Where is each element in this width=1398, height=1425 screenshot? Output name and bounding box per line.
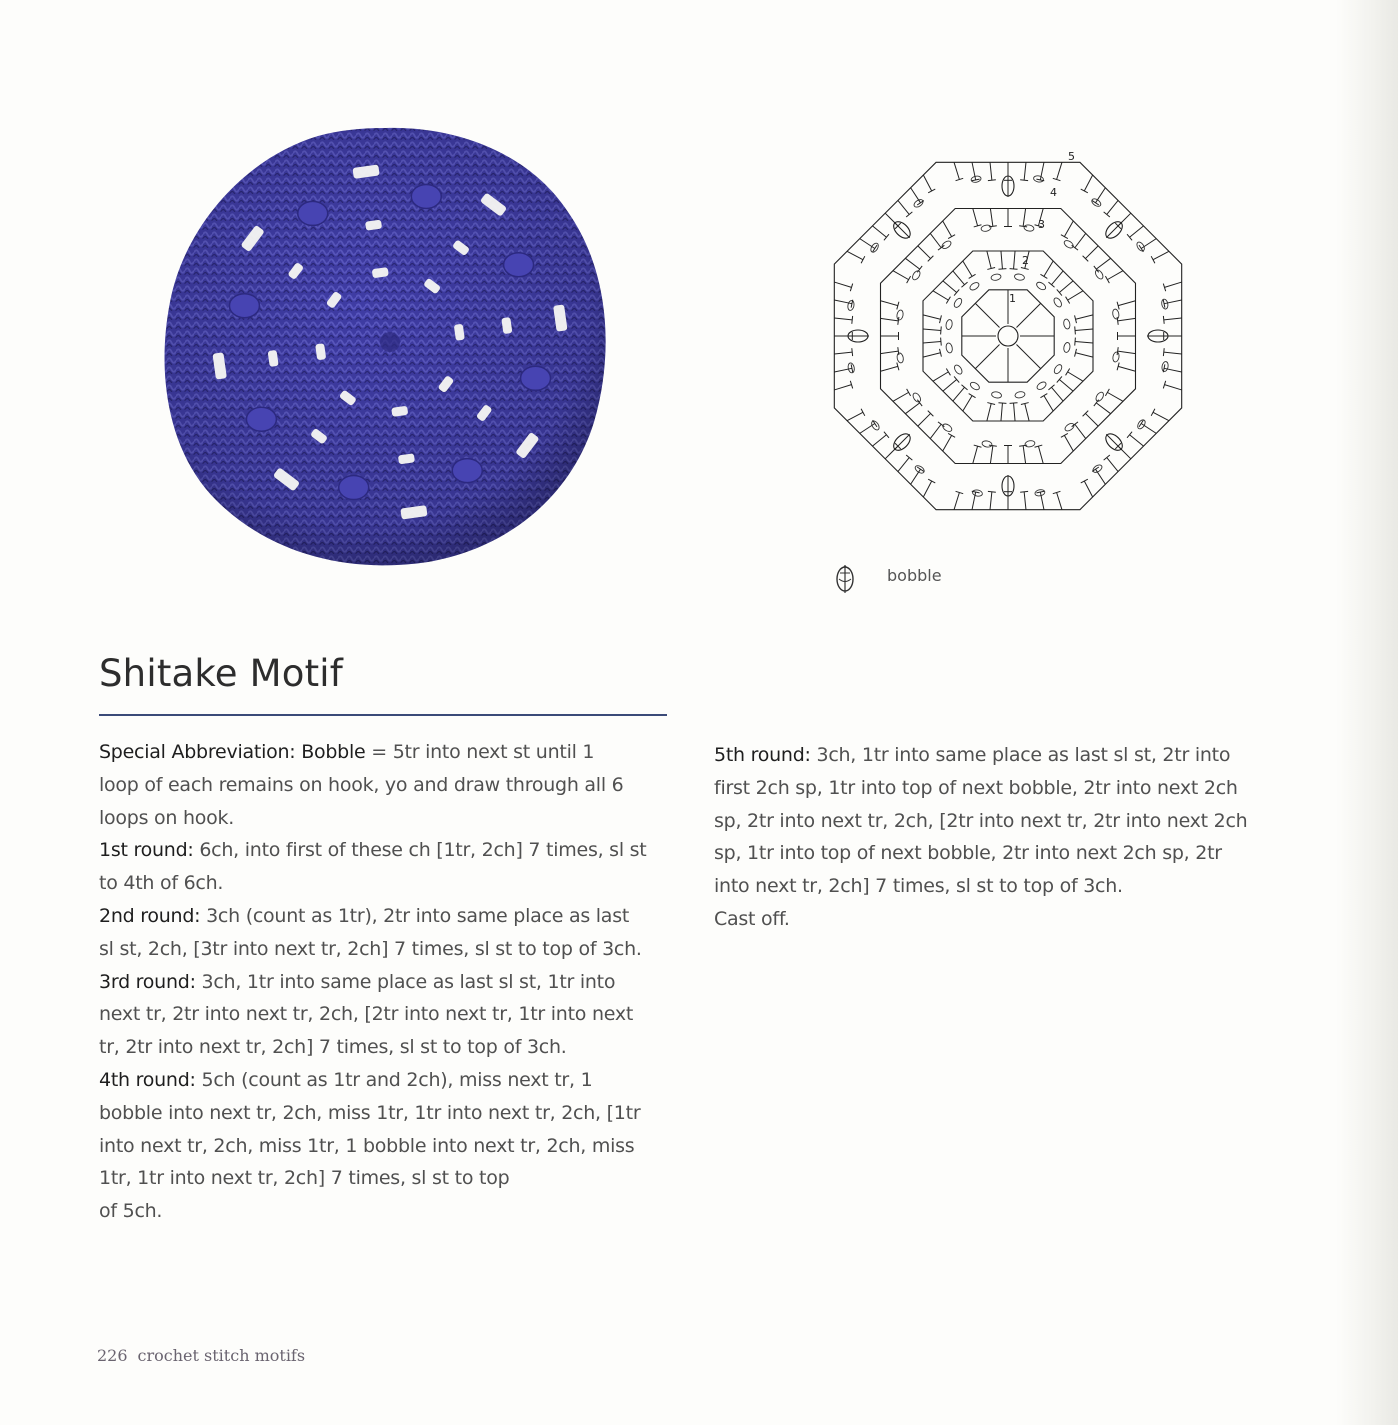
chain-stitch — [1161, 361, 1169, 372]
chain-stitch — [981, 224, 992, 232]
page-number: 226 — [97, 1346, 128, 1365]
treble-stitch — [1001, 251, 1002, 269]
chain-stitch — [945, 342, 953, 353]
bobble-stitch — [339, 476, 369, 500]
chain-stitch — [1034, 489, 1045, 497]
treble-stitch-top — [1104, 455, 1110, 460]
treble-stitch — [943, 221, 952, 237]
treble-stitch — [1014, 251, 1015, 269]
treble-stitch — [954, 162, 959, 179]
treble-stitch-top — [907, 389, 911, 396]
treble-stitch-top — [948, 433, 955, 437]
treble-stitch-top — [1094, 266, 1099, 272]
treble-stitch-top — [1081, 189, 1088, 193]
treble-stitch — [1064, 221, 1073, 237]
instruction-line: loops on hook. — [99, 806, 235, 829]
round-label: 2nd round: — [99, 904, 201, 927]
treble-stitch — [943, 379, 957, 391]
treble-stitch — [905, 258, 919, 269]
instruction-line: Special Abbreviation: Bobble = 5tr into next st until 1 — [99, 741, 595, 763]
chain-stitch — [971, 175, 982, 183]
treble-stitch — [975, 344, 999, 368]
treble-stitch — [943, 435, 952, 451]
treble-stitch — [905, 403, 919, 414]
treble-stitch — [1153, 412, 1169, 420]
instruction-line: into next tr, 2ch, miss 1tr, 1 bobble into next tr, 2ch, miss — [99, 1134, 635, 1157]
section-title: crochet stitch motifs — [137, 1346, 306, 1365]
treble-stitch — [1057, 492, 1062, 509]
instruction-line: sp, 2tr into next tr, 2ch, [2tr into next tr, 2tr into next 2ch — [714, 809, 1248, 832]
treble-stitch-top — [1072, 422, 1078, 427]
treble-stitch — [987, 404, 991, 421]
chain-stitch — [969, 381, 981, 392]
bobble-stitch — [504, 253, 534, 277]
page-footer — [97, 1346, 305, 1365]
treble-stitch — [1024, 492, 1026, 510]
chain-stitch — [945, 319, 953, 330]
treble-stitch — [1023, 209, 1025, 227]
treble-stitch — [834, 352, 852, 354]
chain-stitch — [1052, 297, 1063, 309]
treble-stitch — [1076, 315, 1093, 319]
chain-stitch — [972, 489, 983, 497]
special-abbreviation-label: Special Abbreviation: Bobble — [99, 741, 366, 763]
treble-stitch — [1016, 303, 1040, 327]
chain-stitch — [896, 310, 904, 321]
chart-stitches — [834, 162, 1181, 509]
instruction-line: into next tr, 2ch] 7 times, sl st to top of 3ch. — [714, 875, 1123, 898]
instruction-line: 4th round: 5ch (count as 1tr and 2ch), miss next tr, 1 — [99, 1068, 593, 1091]
treble-stitch — [881, 301, 898, 306]
treble-stitch — [918, 246, 931, 259]
treble-stitch-top — [861, 409, 865, 416]
treble-stitch — [1084, 175, 1092, 191]
instruction-line: 1tr, 1tr into next tr, 2ch] 7 times, sl st to top — [99, 1167, 510, 1190]
treble-stitch — [963, 396, 972, 411]
chain-stitch — [847, 362, 855, 373]
bobble-symbol — [847, 330, 869, 342]
chain-stitch — [1036, 380, 1048, 391]
instruction-line: of 5ch. — [99, 1200, 163, 1223]
chain-stitch — [1094, 391, 1105, 403]
instructions-right-column — [714, 739, 1298, 936]
treble-stitch — [918, 413, 931, 426]
treble-stitch — [1130, 226, 1144, 237]
treble-stitch-top — [998, 269, 1006, 270]
chain-stitch — [869, 242, 880, 254]
treble-stitch — [1014, 403, 1015, 421]
treble-stitch-top — [861, 256, 865, 263]
treble-stitch-top — [1010, 403, 1018, 404]
round-number: 4 — [1050, 186, 1057, 199]
treble-stitch — [1075, 342, 1093, 343]
chain-stitch — [1033, 175, 1044, 183]
treble-stitch — [898, 458, 909, 472]
treble-stitch — [1016, 344, 1040, 368]
treble-stitch — [923, 175, 931, 191]
treble-stitch — [1130, 435, 1144, 446]
treble-stitch — [881, 366, 898, 371]
treble-stitch-top — [1061, 433, 1068, 437]
treble-stitch-top — [989, 445, 997, 446]
center-ring — [998, 326, 1018, 346]
treble-stitch — [1044, 261, 1053, 276]
round-number: 3 — [1038, 218, 1045, 231]
treble-stitch — [1025, 404, 1029, 421]
treble-stitch — [990, 446, 992, 464]
round-label: 5th round: — [714, 744, 811, 766]
chain-stitch — [1136, 418, 1147, 430]
treble-stitch — [930, 424, 941, 438]
treble-stitch — [943, 281, 957, 293]
treble-stitch-top — [852, 348, 853, 356]
treble-stitch-top — [1010, 269, 1018, 270]
treble-stitch — [1118, 318, 1136, 320]
treble-stitch — [898, 200, 909, 214]
treble-stitch — [1059, 379, 1073, 391]
treble-stitch — [1076, 353, 1093, 357]
treble-stitch-top — [917, 400, 922, 406]
chain-stitch — [1063, 239, 1075, 250]
treble-stitch — [847, 251, 863, 259]
chain-stitch — [1024, 440, 1035, 448]
treble-stitch-top — [1040, 274, 1047, 278]
chain-stitch — [982, 440, 993, 448]
treble-stitch-top — [1163, 316, 1164, 324]
treble-stitch — [1164, 385, 1181, 390]
round-number: 1 — [1009, 292, 1016, 305]
chain-stitch — [969, 281, 981, 292]
bobble-symbol-icon — [833, 564, 857, 594]
treble-stitch — [1057, 162, 1062, 179]
bobble-stitch — [246, 407, 276, 431]
treble-stitch-top — [948, 235, 955, 239]
bobble-stitch — [229, 294, 259, 318]
treble-stitch-top — [1075, 338, 1076, 346]
chain-stitch — [1024, 224, 1035, 232]
treble-stitch-top — [884, 234, 889, 240]
treble-stitch — [933, 372, 948, 381]
instruction-line: first 2ch sp, 1tr into top of next bobble, 2tr into next 2ch — [714, 776, 1238, 799]
treble-stitch-top — [1019, 226, 1027, 227]
treble-stitch — [990, 209, 992, 227]
instruction-line: sl st, 2ch, [3tr into next tr, 2ch] 7 times, sl st to top of 3ch. — [99, 937, 642, 960]
treble-stitch — [990, 162, 992, 180]
instruction-line: tr, 2tr into next tr, 2ch] 7 times, sl st to top of 3ch. — [99, 1036, 567, 1059]
treble-stitch — [1095, 469, 1105, 484]
legend-label: bobble — [887, 566, 942, 585]
treble-stitch — [1096, 403, 1110, 414]
treble-stitch-top — [946, 368, 950, 375]
treble-stitch — [963, 261, 972, 276]
chain-stitch — [953, 297, 964, 309]
motif-photo — [158, 122, 618, 570]
treble-stitch — [1075, 329, 1093, 330]
treble-stitch-top — [1151, 256, 1155, 263]
treble-stitch — [834, 282, 851, 287]
round-outline — [923, 251, 1093, 421]
treble-stitch — [860, 239, 875, 249]
treble-stitch — [834, 385, 851, 390]
treble-stitch — [834, 318, 852, 320]
treble-stitch-top — [1117, 347, 1118, 355]
page-edge-shadow — [1336, 0, 1398, 1425]
treble-stitch — [1084, 481, 1092, 497]
treble-stitch — [1023, 446, 1025, 464]
treble-stitch — [1068, 372, 1083, 381]
treble-stitch-top — [1105, 276, 1109, 283]
treble-stitch-top — [988, 491, 996, 492]
treble-stitch — [1141, 239, 1156, 249]
treble-stitch — [1001, 403, 1002, 421]
chain-stitch — [914, 464, 926, 475]
treble-stitch-top — [1127, 432, 1132, 438]
treble-stitch-top — [907, 276, 911, 283]
treble-stitch-top — [941, 326, 942, 334]
chain-stitch — [991, 391, 1002, 399]
chain-stitch — [1112, 352, 1120, 363]
bobble-stitch — [452, 459, 482, 483]
instruction-line: sp, 1tr into top of next bobble, 2tr into next 2ch sp, 2tr — [714, 842, 1222, 865]
treble-stitch — [1107, 392, 1123, 401]
chain-stitch — [1161, 299, 1169, 310]
chain-stitch — [941, 240, 953, 251]
treble-stitch — [1118, 351, 1136, 353]
treble-stitch — [933, 291, 948, 300]
treble-stitch-top — [969, 274, 976, 278]
treble-stitch — [954, 492, 959, 509]
treble-stitch — [860, 423, 875, 433]
chain-stitch — [896, 352, 904, 363]
treble-stitch-top — [898, 317, 899, 325]
instructions-left-column — [99, 736, 684, 1228]
instruction-line: to 4th of 6ch. — [99, 872, 224, 895]
round-label: 3rd round: — [99, 970, 196, 993]
treble-stitch — [911, 469, 921, 484]
treble-stitch — [953, 271, 965, 285]
treble-stitch — [1141, 423, 1156, 433]
instruction-line: next tr, 2tr into next tr, 2ch, [2tr into next tr, 1tr into next — [99, 1003, 634, 1026]
treble-stitch — [893, 392, 909, 401]
treble-stitch — [1096, 258, 1110, 269]
treble-stitch-top — [938, 245, 944, 250]
chain-stitch — [1063, 319, 1071, 330]
cast-off-line: Cast off. — [714, 907, 790, 930]
treble-stitch-top — [1020, 180, 1028, 181]
treble-stitch-top — [1061, 235, 1068, 239]
treble-stitch-top — [1127, 234, 1132, 240]
chain-stitch — [1014, 273, 1025, 281]
treble-stitch-top — [906, 212, 912, 217]
title-underline — [99, 714, 667, 716]
treble-stitch — [1044, 396, 1053, 411]
treble-stitch — [990, 492, 992, 510]
chain-stitch — [912, 392, 923, 404]
treble-stitch-top — [1040, 394, 1047, 398]
treble-stitch — [973, 446, 978, 463]
chain-stitch — [941, 422, 953, 433]
instruction-line: 5th round: 3ch, 1tr into same place as last sl st, 2tr into — [714, 744, 1231, 766]
chain-stitch — [911, 269, 922, 281]
treble-stitch — [1095, 188, 1105, 203]
treble-stitch — [1164, 352, 1182, 354]
chain-stitch — [1112, 309, 1120, 320]
chain-stitch — [991, 273, 1002, 281]
treble-stitch — [847, 412, 863, 420]
treble-stitch-top — [1020, 491, 1028, 492]
treble-stitch-top — [1066, 368, 1070, 375]
treble-stitch-top — [1105, 389, 1109, 396]
treble-stitch — [872, 435, 886, 446]
treble-stitch — [1051, 271, 1063, 285]
instruction-line: 1st round: 6ch, into first of these ch [1tr, 2ch] 7 times, sl st — [99, 839, 647, 862]
treble-stitch — [923, 481, 931, 497]
round-label: 4th round: — [99, 1068, 196, 1091]
treble-stitch-top — [1081, 479, 1088, 483]
instruction-line: 2nd round: 3ch (count as 1tr), 2tr into same place as last — [99, 904, 630, 927]
crochet-chart — [812, 140, 1204, 532]
treble-stitch — [1064, 435, 1073, 451]
treble-stitch-top — [906, 455, 912, 460]
treble-stitch — [1107, 200, 1118, 214]
treble-stitch — [923, 342, 941, 343]
treble-stitch — [911, 188, 921, 203]
treble-stitch-top — [1075, 326, 1076, 334]
chain-stitch — [953, 364, 964, 376]
treble-stitch — [923, 315, 940, 319]
treble-stitch — [1075, 233, 1086, 247]
treble-stitch — [1085, 246, 1098, 259]
treble-stitch-top — [928, 479, 935, 483]
chain-stitch — [1053, 363, 1064, 375]
round-number: 5 — [1068, 150, 1075, 163]
treble-stitch-top — [1104, 212, 1110, 217]
treble-stitch — [973, 209, 978, 226]
treble-stitch — [1164, 282, 1181, 287]
treble-stitch — [881, 318, 899, 320]
treble-stitch — [923, 329, 941, 330]
pattern-title: Shitake Motif — [99, 652, 344, 695]
treble-stitch — [1107, 458, 1118, 472]
treble-stitch-top — [1151, 409, 1155, 416]
treble-stitch — [1153, 251, 1169, 259]
treble-stitch — [1118, 366, 1135, 371]
round-label: 1st round: — [99, 839, 194, 862]
treble-stitch — [1051, 387, 1063, 401]
treble-stitch — [1075, 424, 1086, 438]
treble-stitch — [975, 303, 999, 327]
treble-stitch — [1038, 446, 1043, 463]
treble-stitch — [881, 351, 899, 353]
treble-stitch — [1068, 291, 1083, 300]
chain-stitch — [1094, 269, 1105, 281]
treble-stitch — [987, 251, 991, 268]
treble-stitch — [872, 226, 886, 237]
treble-stitch — [1118, 301, 1135, 306]
treble-stitch — [1024, 162, 1026, 180]
instruction-line: 3rd round: 3ch, 1tr into same place as last sl st, 1tr into — [99, 970, 616, 993]
chain-stitch — [1090, 197, 1102, 208]
treble-stitch — [893, 271, 909, 280]
chain-stitch — [1063, 342, 1071, 353]
instruction-line: loop of each remains on hook, yo and draw through all 6 — [99, 773, 624, 796]
bobble-symbol — [1147, 330, 1169, 342]
bobble-symbol — [1002, 175, 1014, 197]
treble-stitch — [953, 387, 965, 401]
treble-stitch — [1164, 318, 1182, 320]
treble-stitch — [1107, 271, 1123, 280]
treble-stitch-top — [852, 316, 853, 324]
treble-stitch-top — [941, 338, 942, 346]
treble-stitch-top — [1066, 297, 1070, 304]
treble-stitch-top — [1163, 348, 1164, 356]
bobble-stitch — [411, 184, 441, 208]
chain-stitch — [847, 300, 855, 311]
treble-stitch — [1059, 281, 1073, 293]
bobble-stitch — [521, 366, 551, 390]
instruction-line: bobble into next tr, 2ch, miss 1tr, 1tr into next tr, 2ch, [1tr — [99, 1101, 641, 1124]
treble-stitch-top — [969, 394, 976, 398]
treble-stitch-top — [928, 189, 935, 193]
treble-stitch — [930, 233, 941, 247]
bobble-stitch — [298, 201, 328, 225]
bobble-symbol — [1002, 475, 1014, 497]
treble-stitch-top — [998, 403, 1006, 404]
treble-stitch — [923, 353, 940, 357]
treble-stitch — [1085, 413, 1098, 426]
chain-stitch — [1064, 422, 1076, 433]
treble-stitch-top — [884, 432, 889, 438]
treble-stitch-top — [988, 180, 996, 181]
chain-stitch — [1035, 281, 1047, 292]
chain-stitch — [1014, 391, 1025, 399]
round-number: 2 — [1022, 254, 1029, 267]
treble-stitch-top — [946, 297, 950, 304]
